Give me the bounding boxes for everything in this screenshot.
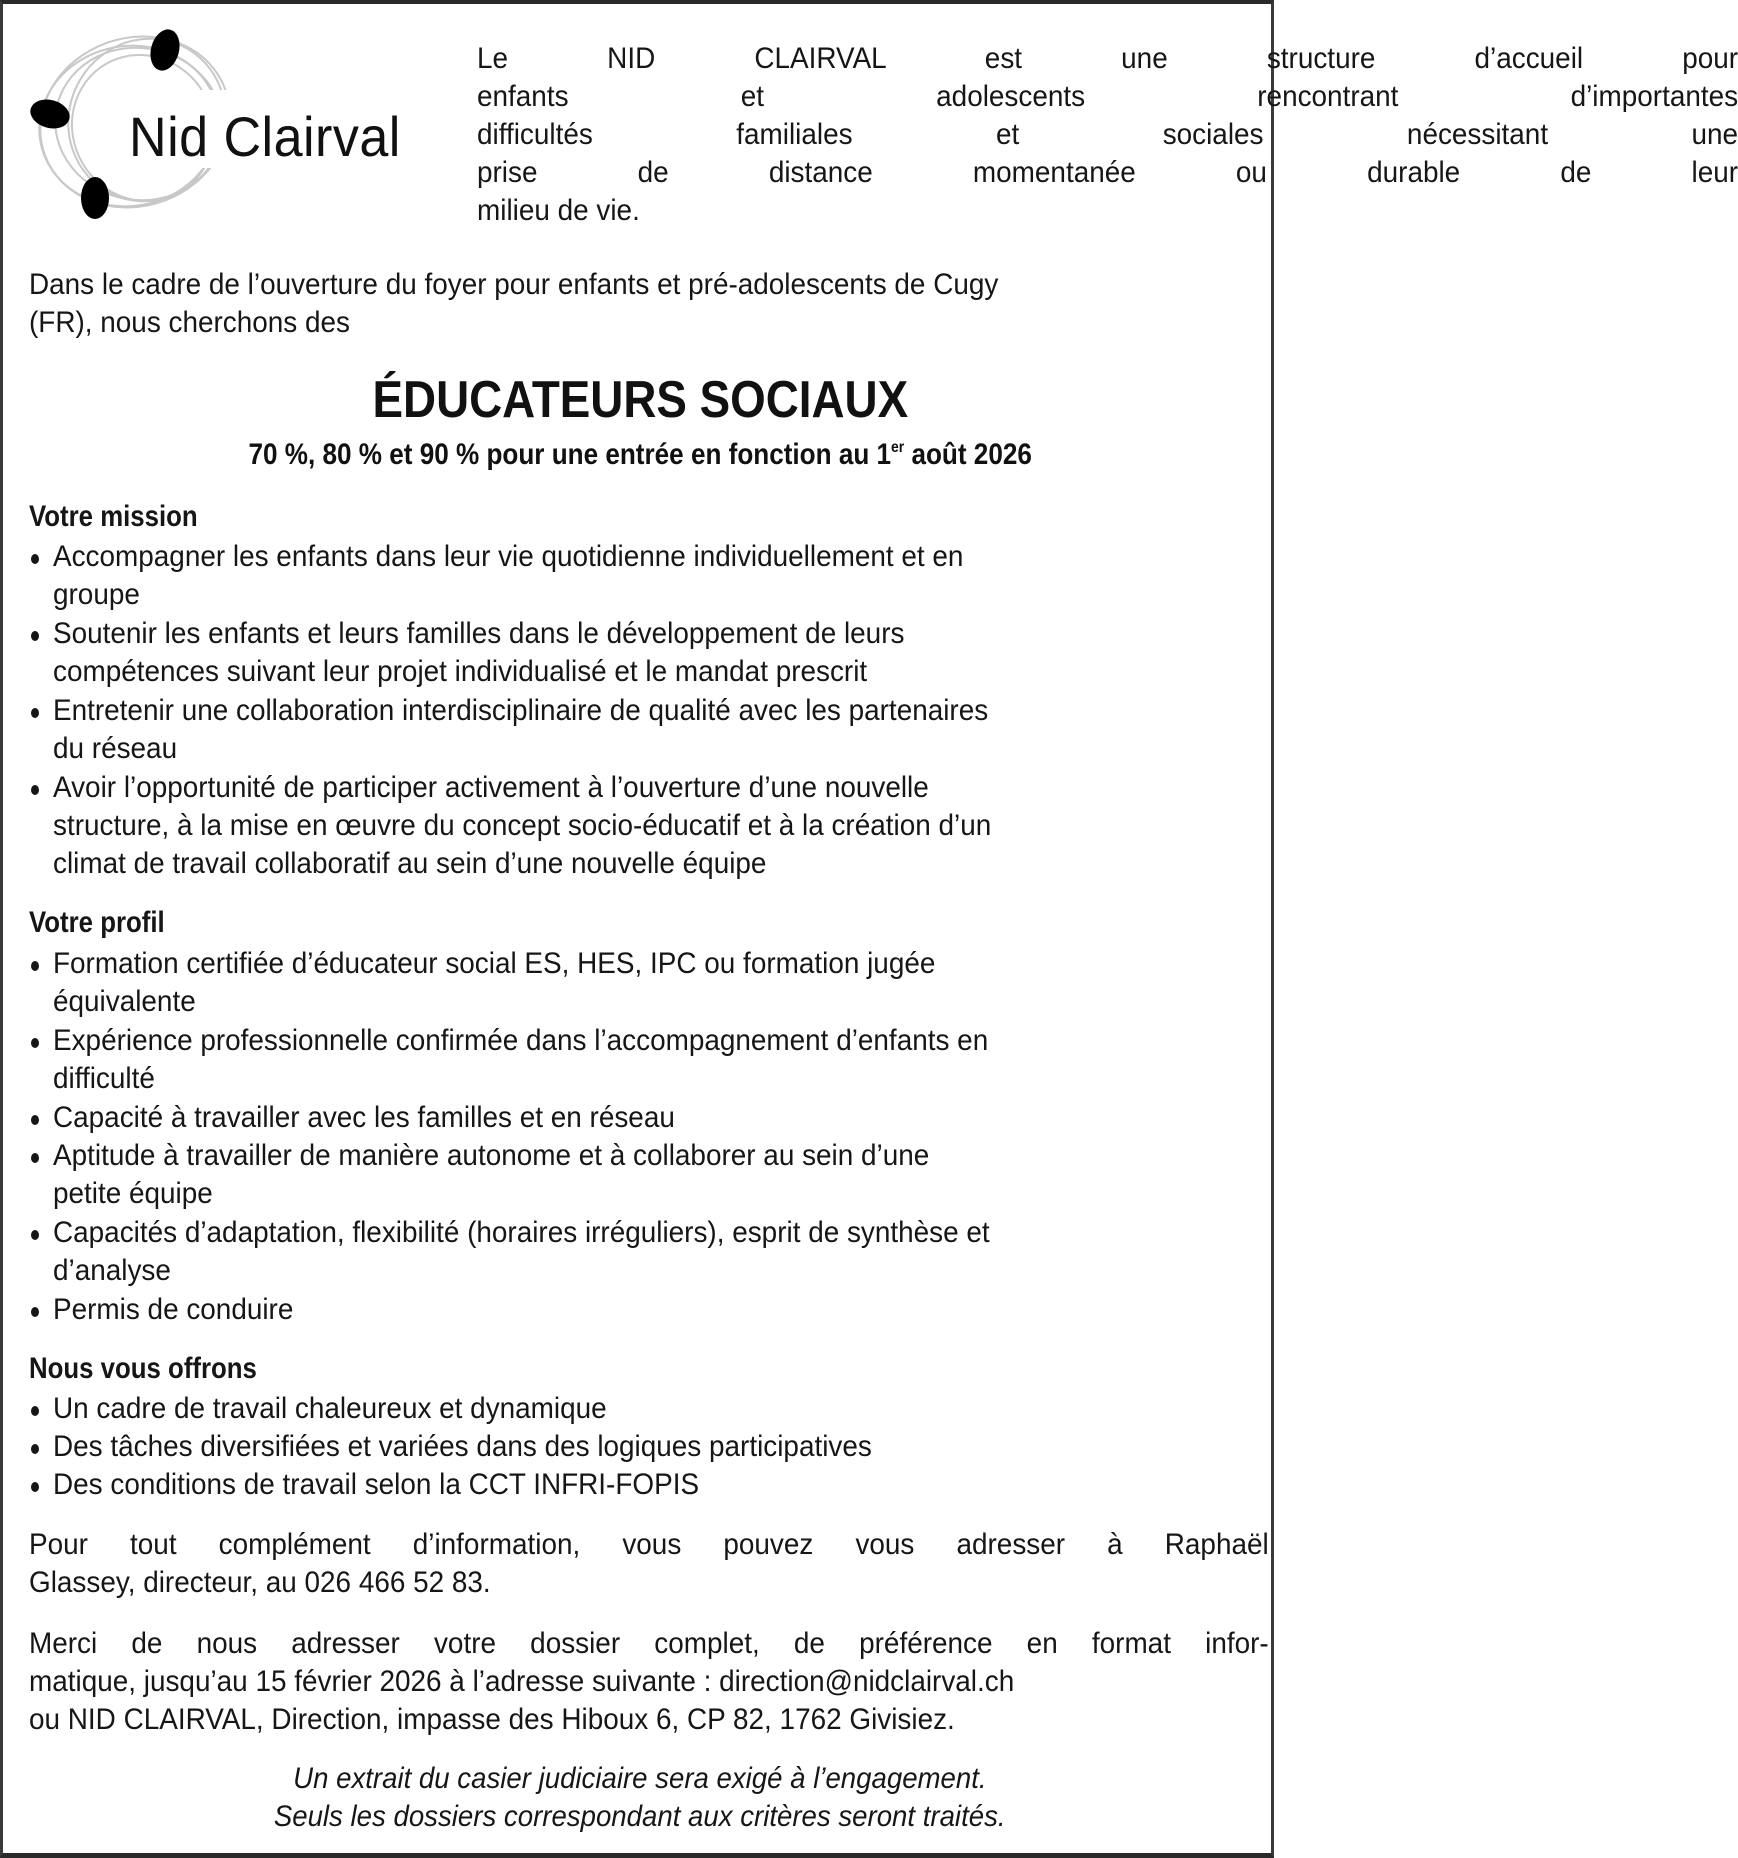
list-item-cont: difficulté [53, 1062, 155, 1095]
intro-line: enfants et adolescents rencontrant d’importantes [477, 80, 1738, 113]
intro-line: Le NID CLAIRVAL est une structure d’accueil pour [477, 42, 1738, 75]
intro-line: prise de distance momentanée ou durable de leur [477, 156, 1738, 189]
list-item-cont: du réseau [53, 732, 178, 765]
context-line: Dans le cadre de l’ouverture du foyer pour enfants et pré-adolescents de Cugy [29, 268, 999, 301]
bullet-icon [31, 961, 39, 971]
list-item: Des conditions de travail selon la CCT INFRI-FOPIS [53, 1468, 700, 1501]
list-item-cont: groupe [53, 578, 140, 611]
intro-line: difficultés familiales et sociales nécessitant une [477, 118, 1738, 151]
subtitle-main: 70 %, 80 % et 90 % pour une entrée en fonction au 1 [248, 438, 891, 471]
list-item: Entretenir une collaboration interdisciplinaire de qualité avec les partenaires [53, 694, 989, 727]
list-item-cont: petite équipe [53, 1177, 213, 1210]
bullet-icon [31, 1038, 39, 1048]
bullet-icon [31, 1406, 39, 1416]
bullet-icon [31, 631, 39, 641]
subtitle-date: août 2026 [904, 438, 1032, 471]
bullet-icon [31, 1307, 39, 1317]
bullet-icon [31, 785, 39, 795]
job-title-text: ÉDUCATEURS SOCIAUX [372, 371, 908, 429]
list-item-cont: structure, à la mise en œuvre du concept socio-éducatif et à la création d’un [53, 809, 992, 842]
logo-wordmark: Nid Clairval [129, 105, 401, 168]
job-subtitle [3, 438, 1277, 472]
list-item-cont: compétences suivant leur projet individualisé et le mandat prescrit [53, 655, 868, 688]
list-item: Capacité à travailler avec les familles et en réseau [53, 1101, 675, 1134]
list-item: Capacités d’adaptation, flexibilité (horaires irréguliers), esprit de synthèse et [53, 1216, 990, 1249]
note-selection [3, 1800, 1277, 1834]
application-deadline-text: matique, jusqu’au 15 février 2026 à l’adresse suivante : [29, 1665, 720, 1698]
application-line [29, 1663, 1014, 1701]
job-title [3, 370, 1277, 430]
section-heading-profil: Votre profil [29, 906, 165, 939]
list-item: Aptitude à travailler de manière autonome et à collaborer au sein d’une [53, 1139, 930, 1172]
list-item: Accompagner les enfants dans leur vie quotidienne individuellement et en [53, 540, 964, 573]
section-heading-mission: Votre mission [29, 500, 198, 533]
list-item-cont: équivalente [53, 985, 196, 1018]
application-line: ou NID CLAIRVAL, Direction, impasse des Hiboux 6, CP 82, 1762 Givisiez. [29, 1703, 955, 1736]
email-link[interactable]: direction@nidclairval.ch [719, 1665, 1015, 1698]
context-line: (FR), nous cherchons des [29, 306, 350, 339]
list-item: Un cadre de travail chaleureux et dynamique [53, 1392, 607, 1425]
section-heading-offre: Nous vous offrons [29, 1352, 257, 1385]
logo-dot-bottom [81, 177, 109, 219]
note-criminal-record [3, 1762, 1277, 1796]
application-line: Merci de nous adresser votre dossier complet, de préférence en format infor- [29, 1627, 1269, 1660]
list-item: Formation certifiée d’éducateur social ES, HES, IPC ou formation jugée [53, 947, 936, 980]
bullet-icon [31, 554, 39, 564]
bullet-icon [31, 1153, 39, 1163]
logo-dot-left [27, 95, 73, 132]
contact-line: Pour tout complément d’information, vous pouvez vous adresser à Raphaël [29, 1528, 1269, 1561]
list-item: Soutenir les enfants et leurs familles dans le développement de leurs [53, 617, 905, 650]
bullet-icon [31, 708, 39, 718]
subtitle-sup: er [890, 439, 905, 456]
bullet-icon [31, 1482, 39, 1492]
bullet-icon [31, 1115, 39, 1125]
bullet-icon [31, 1230, 39, 1240]
list-item: Avoir l’opportunité de participer activement à l’ouverture d’une nouvelle [53, 771, 929, 804]
contact-line: Glassey, directeur, au 026 466 52 83. [29, 1566, 491, 1599]
intro-line: milieu de vie. [477, 194, 640, 227]
list-item: Expérience professionnelle confirmée dans l’accompagnement d’enfants en [53, 1024, 989, 1057]
bullet-icon [31, 1444, 39, 1454]
note-text: Seuls les dossiers correspondant aux critères seront traités. [274, 1800, 1006, 1833]
list-item-cont: climat de travail collaboratif au sein d’une nouvelle équipe [53, 847, 767, 880]
list-item: Des tâches diversifiées et variées dans des logiques participatives [53, 1430, 872, 1463]
logo [17, 22, 457, 227]
list-item-cont: d’analyse [53, 1254, 171, 1287]
list-item: Permis de conduire [53, 1293, 294, 1326]
note-text: Un extrait du casier judiciaire sera exigé à l’engagement. [293, 1762, 987, 1795]
